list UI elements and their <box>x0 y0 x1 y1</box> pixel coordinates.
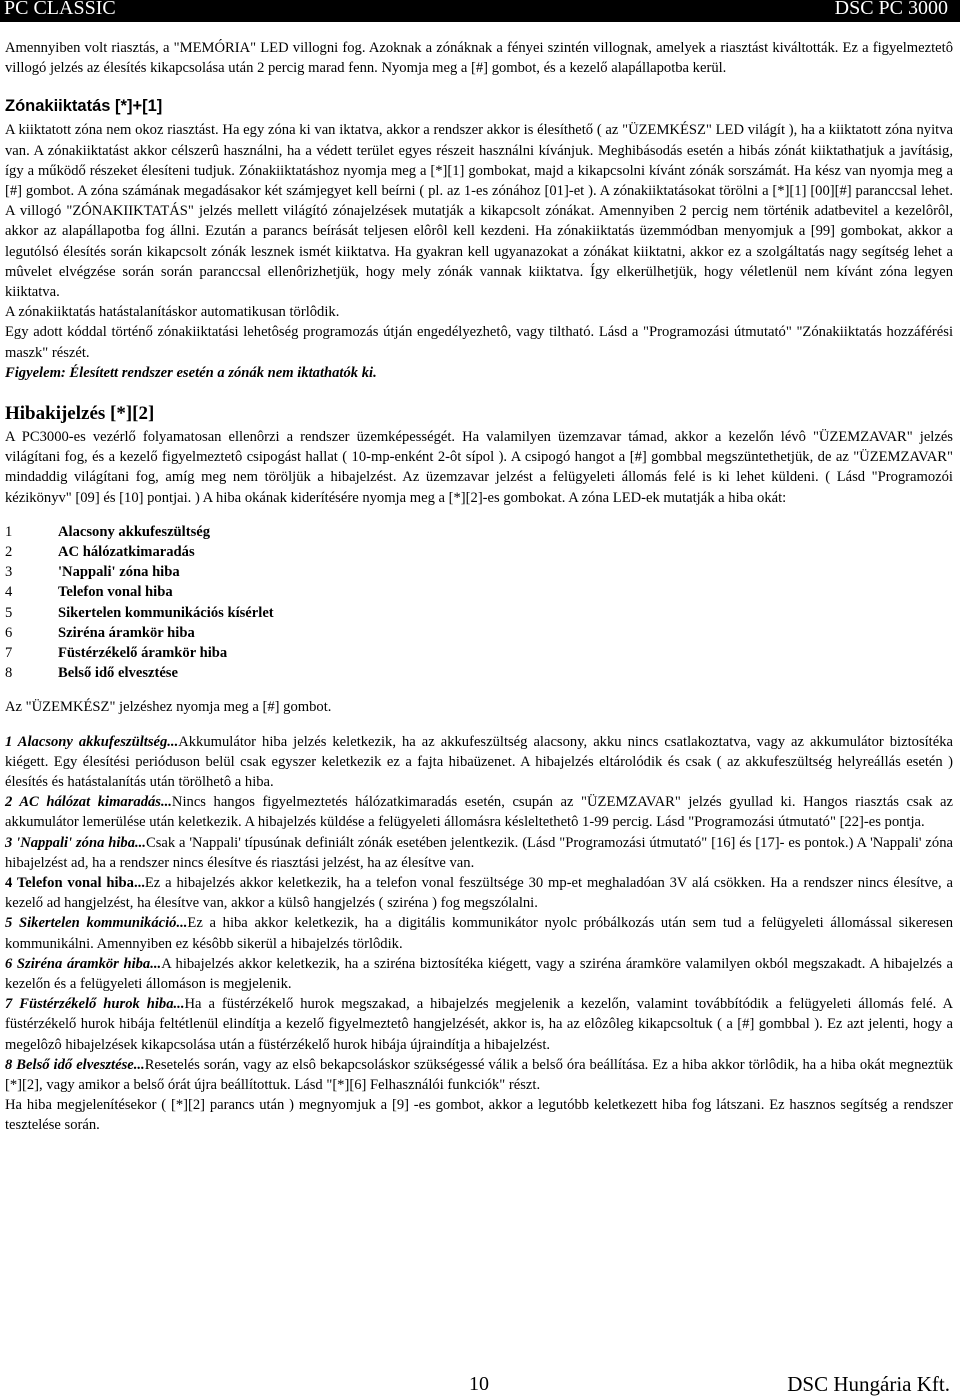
list-item: 5 Sikertelen kommunikációs kísérlet <box>5 604 274 621</box>
list-item: 4 Telefon vonal hiba <box>5 584 173 601</box>
list-item: 2 AC hálózatkimaradás <box>5 544 195 561</box>
detail-5: 5 Sikertelen kommunikáció...Ez a hiba akkor keletkezik, ha a digitális kommunikátor nyolc próbálkozás után sem tud a felügyeleti állomással sikeresen kommunikálni. Amennyiben ez késôbb sikerül a hibajelzés törlôdik. <box>5 915 953 952</box>
list-item: 7 Füstérzékelő áramkör hiba <box>5 644 228 661</box>
page-number: 10 <box>469 1373 489 1395</box>
trouble-heading: Hibakijelzés [*][2] <box>5 403 155 425</box>
detail-1: 1 Alacsony akkufeszültség...Akkumulátor hiba jelzés keletkezik, ha az akkufeszültség alacsony, akku nincs csatlakoztatva, vagy az akkumulátor biztosítéka kiégett. Egy élesítési perióduson belül csak egyszer keletkezik ez a fajta hibaüzenet. A hibajelzés eltárolódik és csak ( az akkufeszültség helyreállás esetén ) élesítés és hatástalanítás után törölhetô a hiba. <box>5 733 953 790</box>
detail-6: 6 Sziréna áramkör hiba...A hibajelzés akkor keletkezik, ha a sziréna biztosítéka kiégett, vagy a sziréna áramköre valamilyen okból megszakadt. A hibajelzés a kezelőn és a felügyeleti állomáson is megjelenik. <box>5 955 953 992</box>
zone-bypass-heading: Zónakiiktatás [*]+[1] <box>5 97 163 116</box>
list-item: 6 Sziréna áramkör hiba <box>5 624 195 641</box>
zone-bypass-paragraph: A kiiktatott zóna nem okoz riasztást. Ha egy zóna ki van iktatva, akkor a rendszer akkor is élesíthető ( az "ÜZEMKÉSZ" LED világít ), ha a kiiktatott zóna nyitva van. A zónakiiktatást akkor célszerû használni, ha a védett terület egyes részeit használni kívánjuk. Meghibásodás esetén a hibás zónát kiiktathatjuk a javításig, így a működő részeket élesíteni tudjuk. Zónakiiktatáshoz nyomja meg a [*][1] gombokat, majd a kikapcsolni kívánt zónák sorszámát. Ha kész van nyomja meg a [#] gombot. A zóna számának megadásakor két számjegyet kell beírni ( pl. az 1-es zónához [01]-et ). A zónakiiktatásokat törölni a [*][1] [00][#] paranccsal lehet. A villogó "ZÓNAKIIKTATÁS" jelzés mellett világító zónajelzések mutatják a kikapcsolt zónákat. Amennyiben 2 percig nem történik adatbevitel a kezelôrôl, akkor az alapállapotba fog állni. Ezután a parancs beírását teljesen elôrôl kell kezdeni. Ha zónakiiktatás üzemmódban menyomjuk a [99] gombokat, akkor a legutólsó élesítés során kikapcsolt zónák lesznek ismét kiiktatva. Ha gyakran kell ugyanazokat a zónákat kiiktatni, akkor ez a szolgáltatás nagy segítség lehet a mûvelet elvégzése során során paranccsal ellenôrizhetjük, hogy mely zónák vannak kiiktatva. Így elkerülhetjük, hogy véletlenül nem kívánt zóna legyen kiiktatva. <box>5 122 953 301</box>
header-left: PC CLASSIC <box>4 0 116 19</box>
zone-bypass-note: A zónakiiktatás hatástalanításkor automatikusan törlôdik. <box>5 304 340 321</box>
list-item: 1 Alacsony akkufeszültség <box>5 523 211 540</box>
detail-8: 8 Belső idő elvesztése...Resetelés során, vagy az elsô bekapcsoláskor szükségessé válik a belső óra beállítása. Ez a hiba akkor törlôdik, ha a hiba okát megneztük [*][2], vagy amikor a belső órát újra beállítottuk. Lásd "[*][6] Felhasználói funkciók" részt. <box>5 1056 953 1094</box>
footer-company: DSC Hungária Kft. <box>787 1372 950 1396</box>
ready-note: Az "ÜZEMKÉSZ" jelzéshez nyomja meg a [#] gombot. <box>5 699 332 716</box>
zone-bypass-programming: Egy adott kóddal történő zónakiiktatási lehetôség programozás útján engedélyezhetô, vagy tiltható. Lásd a "Programozási útmutató" "Zónakiiktatás hozzáférési maszk" részét. <box>5 324 953 361</box>
detail-3: 3 'Nappali' zóna hiba...Csak a 'Nappali' típusúnak definiált zónák esetében jelentkezik. (Lásd "Programozási útmutató" [16] és [17]- es pontok.) A 'Nappali' zóna hibajelzést ad, ha a rendszer nincs élesítve és riasztási jelzést, ha az élesítve van. <box>5 834 953 871</box>
trouble-list <box>5 522 953 684</box>
intro-paragraph: Amennyiben volt riasztás, a "MEMÓRIA" LED villogni fog. Azoknak a zónáknak a fényei szintén villognak, amelyek a riasztást kiváltották. Ez a figyelmeztetô villogó jelzés az élesítés kikapcsolása után 2 percig marad fenn. Nyomja meg a [#] gombot, és a kezelő alapállapotba kerül. <box>5 40 953 77</box>
list-item: 8 Belső idő elvesztése <box>5 665 178 682</box>
detail-2: 2 AC hálózat kimaradás...Nincs hangos figyelmeztetés hálózatkimaradás esetén, csupán az "ÜZEMZAVAR" jelzés gyullad ki. Hangos riasztás csak az akkumulátor lemerülése után keletkezik. A hibajelzés küldése a felügyeleti állomásra késleltethetô 1-99 percig. Lásd "Programozási útmutató" [22]-es pontja. <box>5 794 953 831</box>
detail-4: 4 Telefon vonal hiba...Ez a hibajelzés akkor keletkezik, ha a telefon vonal feszültsége 30 mp-et meghaladóan 3V alá csökken. Ha a rendszer nincs élesítve, a kezelő ad hangjelzést, ha élesítve van, akkor a külsô hangjelzés ( sziréna ) fog megszólalni. <box>5 874 953 912</box>
page-content <box>5 38 953 1136</box>
zone-bypass-warning: Figyelem: Élesített rendszer esetén a zónák nem iktathatók ki. <box>5 364 377 381</box>
page-header <box>0 0 960 22</box>
list-item: 3 'Nappali' zóna hiba <box>5 564 180 581</box>
header-right: DSC PC 3000 <box>834 0 948 19</box>
detail-7: 7 Füstérzékelő hurok hiba...Ha a füstérzékelő hurok megszakad, a hibajelzés megjelenik a kezelőn, valamint továbbítódik a felügyeleti állomás felé. A füstérzékelő hurok hibája feltétlenül elindítja a kezelő figyelmeztetô hangjelzését, akkor is, ha az elôzôleg kikapcsoltuk ( a [#] gombbal ). Ez azt jelenti, hogy a megelôzô hibajelzések kikapcsolása után a füstérzékelő hurok hibája újraindítja a hibajelzést. <box>5 996 954 1053</box>
trouble-paragraph: A PC3000-es vezérlő folyamatosan ellenôrzi a rendszer üzemképességét. Ha valamilyen üzemzavar támad, akkor a kezelőn lévô "ÜZEMZAVAR" jelzés világítani fog, és a kezelő figyelmeztetô csipogást hallat ( 10-mp-enként 2-ôt sípol ). A csipogó hangot a [#] gombbal megszüntethetjük, de az "ÜZEMZAVAR" mindaddig világítani fog, amíg meg nem töröljük a hibajelzést. Az üzemzavar jelzést a felügyeleti állomás felé is ki lehet küldeni. ( Lásd "Programozói kézikönyv" [09] és [10] pontjai. ) A hiba okának kiderítésére nyomja meg a [*][2]-es gombokat. A zóna LED-ek mutatják a hiba okát: <box>5 429 953 506</box>
closing-paragraph: Ha hiba megjelenítésekor ( [*][2] parancs után ) megnyomjuk a [9] -es gombot, akkor a legutóbb keletkezett hiba fog látszani. Ez hasznos segítség a rendszer tesztelése során. <box>5 1097 953 1134</box>
